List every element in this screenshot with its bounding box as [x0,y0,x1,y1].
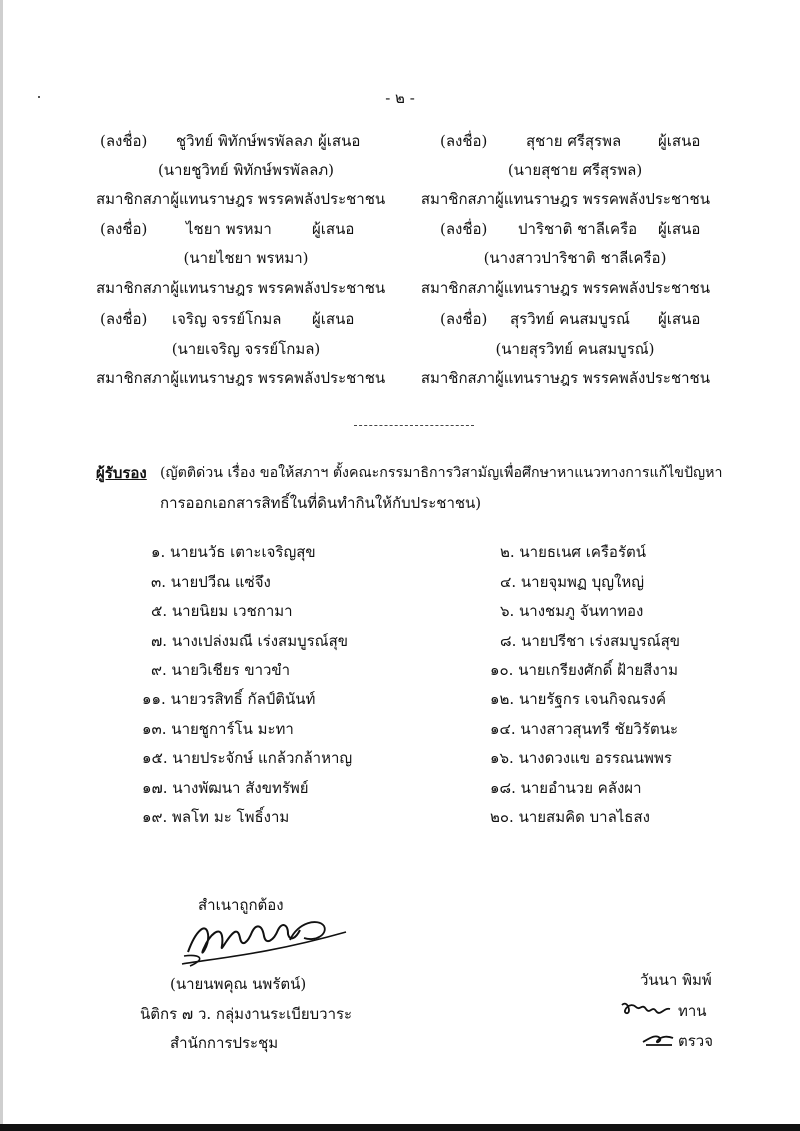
endorser-item: ๑๒. นายรัฐกร เจนกิจณรงค์ [490,690,667,708]
motion-line-2: การออกเอกสารสิทธิ์ในที่ดินทำกินให้กับประชาชน) [160,494,482,512]
signer-position: สมาชิกสภาผู้แทนราษฎร พรรคพลังประชาชน [96,279,386,297]
endorsers-heading: ผู้รับรอง [96,464,147,482]
signer-name: ปาริชาติ ชาลีเครือ [518,220,638,238]
sign-label: (ลงชื่อ) [440,310,488,328]
endorser-item: ๑๐. นายเกรียงศักดิ์ ฝ้ายสีงาม [490,661,678,679]
endorser-item: ๑. นายนวัธ เตาะเจริญสุข [151,543,316,561]
page-number: - ๒ - [385,89,415,107]
endorser-item: ๑๖. นางดวงแข อรรณนพพร [490,749,672,767]
signer-position: สมาชิกสภาผู้แทนราษฎร พรรคพลังประชาชน [420,369,710,387]
certifier-signature-icon [178,912,353,970]
signer-name: เจริญ จรรย์โกมล [172,310,282,328]
signer-full-name: (นายเจริญ จรรย์โกมล) [171,340,321,358]
signer-name: สุชาย ศรีสุรพล [526,132,622,150]
certifier-office: สำนักการประชุม [170,1034,279,1052]
typed-label: ทาน [678,1002,707,1020]
signer-full-name: (นางสาวปาริชาติ ชาลีเครือ) [483,249,667,267]
signer-full-name: (นายไชยา พรหมา) [183,249,309,267]
scan-speck [38,96,40,98]
signer-role: ผู้เสนอ [658,132,701,150]
motion-line-1: (ญัตติด่วน เรื่อง ขอให้สภาฯ ตั้งคณะกรรมาธิการวิสามัญเพื่อศึกษาหาแนวทางการแก้ไขปัญหา [160,465,723,481]
signer-full-name: (นายสุรวิทย์ คนสมบูรณ์) [495,340,655,358]
endorser-item: ๑๓. นายชูการ์โน มะทา [142,720,294,738]
signer-position: สมาชิกสภาผู้แทนราษฎร พรรคพลังประชาชน [420,279,710,297]
certifier-title: นิติกร ๗ ว. กลุ่มงานระเบียบวาระ [140,1005,353,1023]
endorser-item: ๒๐. นายสมคิด บาลไธสง [490,808,650,826]
signer-position: สมาชิกสภาผู้แทนราษฎร พรรคพลังประชาชน [420,190,710,208]
endorser-item: ๗. นางเปล่งมณี เร่งสมบูรณ์สุข [151,632,349,650]
endorser-item: ๘. นายปรีชา เร่งสมบูรณ์สุข [500,632,680,650]
signer-name: ไชยา พรหมา [186,220,272,238]
endorser-item: ๕. นายนิยม เวชกามา [151,602,293,620]
signer-position: สมาชิกสภาผู้แทนราษฎร พรรคพลังประชาชน [96,369,386,387]
sign-label: (ลงชื่อ) [100,220,148,238]
endorser-item: ๔. นายจุมพฏ บุญใหญ่ [500,573,645,591]
scan-edge [0,0,3,1131]
sign-label: (ลงชื่อ) [100,310,148,328]
scan-bottom-edge [0,1124,800,1131]
endorser-item: ๓. นายปวีณ แซ่จึง [151,573,271,591]
sign-label: (ลงชื่อ) [440,220,488,238]
endorser-item: ๖. นางชมภู จันทาทอง [500,602,644,620]
checked-initial-icon [640,1030,676,1048]
endorser-item: ๒. นายธเนศ เครือรัตน์ [500,543,646,561]
signer-role: ผู้เสนอ [312,310,355,328]
signer-role: ผู้เสนอ [658,220,701,238]
typist-name: วันนา พิมพ์ [640,971,712,989]
sign-label: (ลงชื่อ) [440,132,488,150]
signer-name: สุรวิทย์ คนสมบูรณ์ [510,310,630,328]
certified-label: สำเนาถูกต้อง [198,896,284,914]
endorser-item: ๑๘. นายอำนวย คลังผา [490,779,642,797]
signer-position: สมาชิกสภาผู้แทนราษฎร พรรคพลังประชาชน [96,190,386,208]
signer-full-name: (นายสุชาย ศรีสุรพล) [507,161,643,179]
endorser-item: ๙. นายวิเชียร ขาวขำ [151,661,291,679]
section-separator [354,425,474,426]
signer-full-name: (นายชูวิทย์ พิทักษ์พรพัลลภ) [157,161,335,179]
endorser-item: ๑๑. นายวรสิทธิ์ กัลป์ตินันท์ [142,690,316,708]
checked-label: ตรวจ [678,1032,714,1050]
sign-label: (ลงชื่อ) [100,132,148,150]
signer-name: ชูวิทย์ พิทักษ์พรพัลลภ [176,132,313,150]
endorser-item: ๑๙. พลโท มะ โพธิ์งาม [142,808,290,826]
endorser-item: ๑๗. นางพัฒนา สังขทรัพย์ [142,779,309,797]
typed-initial-icon [618,997,676,1021]
certifier-name: (นายนพคุณ นพรัตน์) [170,975,307,993]
signer-role: ผู้เสนอ [658,310,701,328]
endorser-item: ๑๕. นายประจักษ์ แกล้วกล้าหาญ [142,749,353,767]
endorser-item: ๑๔. นางสาวสุนทรี ชัยวิรัตนะ [490,720,679,738]
signer-role: ผู้เสนอ [312,220,355,238]
signer-role: ผู้เสนอ [318,132,361,150]
